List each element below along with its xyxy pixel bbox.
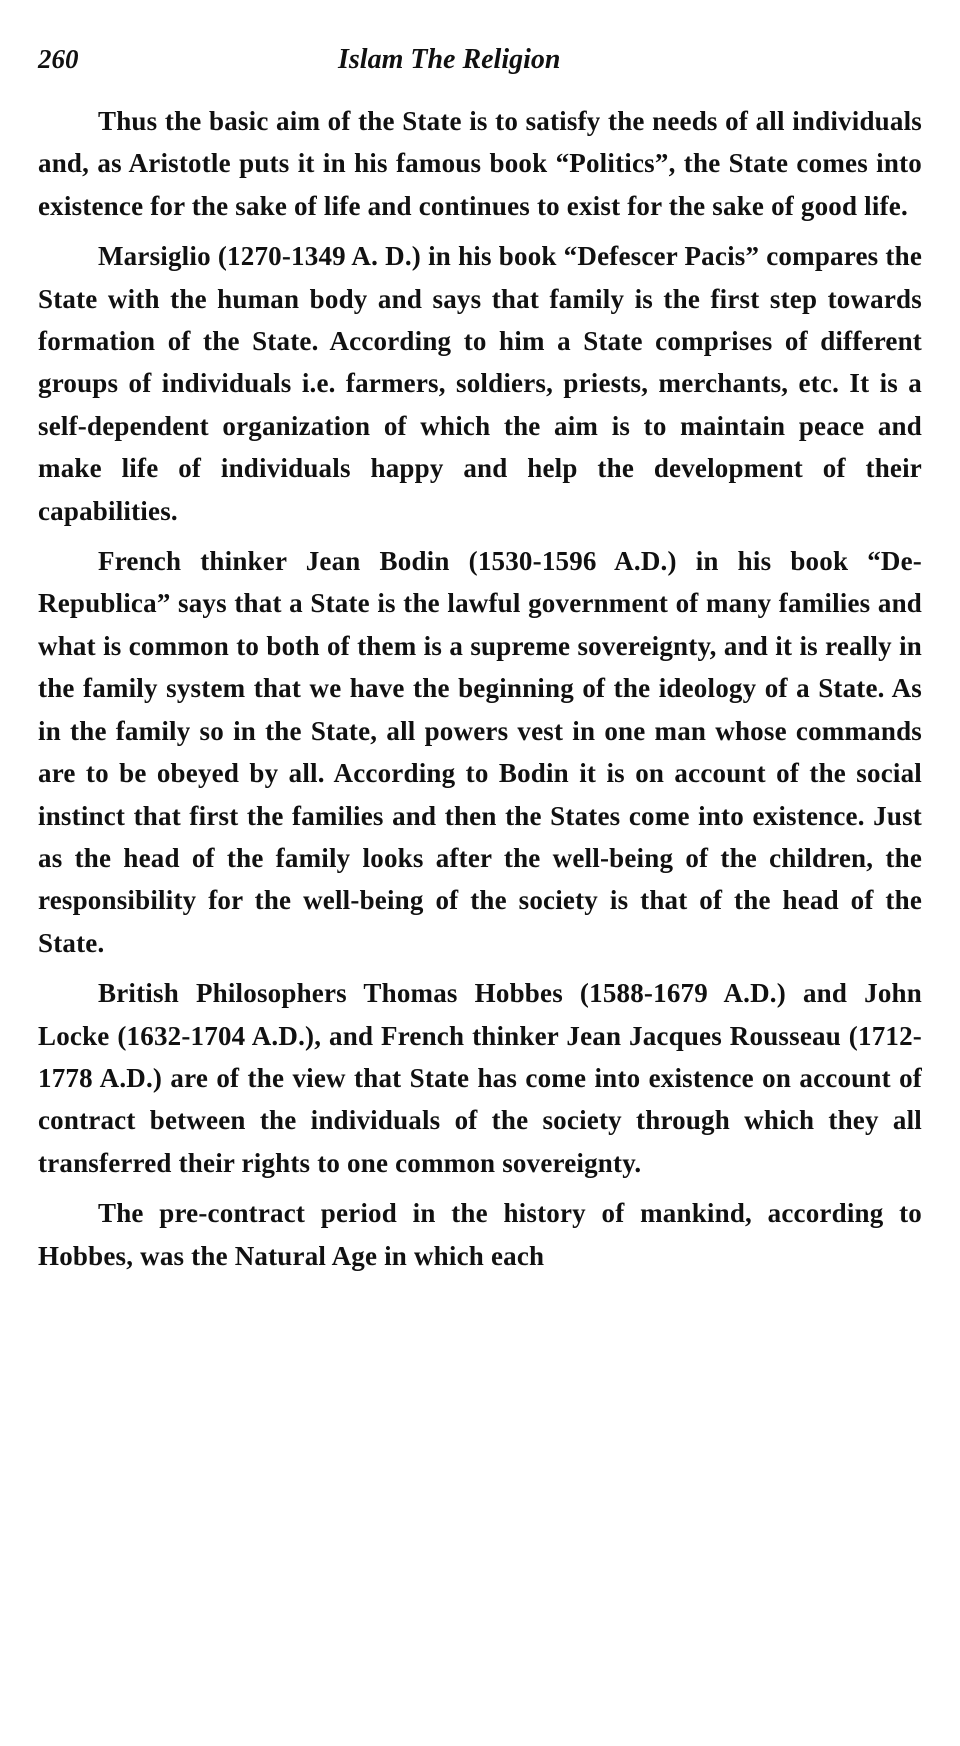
page-header (38, 44, 918, 80)
paragraph-bodin: French thinker Jean Bodin (1530-1596 A.D.) in his book “De-Republica” says that a State is the lawful government of many families and what is common to both of them is a supreme sovereignty, and it is really in the family system that we have the beginning of the ideology of a State. As in the family so in the State, all powers vest in one man whose commands are to be obeyed by all. According to Bodin it is on account of the social instinct that first the families and then the States come into existence. Just as the head of the family looks after the well-being of the children, the responsibility for the well-being of the society is that of the head of the State. (38, 546, 922, 958)
page-number: 260 (38, 44, 79, 74)
running-title: Islam The Religion (338, 44, 561, 75)
paragraph-contract-theorists: British Philosophers Thomas Hobbes (1588-1679 A.D.) and John Locke (1632-1704 A.D.), and French thinker Jean Jacques Rousseau (1712-1778 A.D.) are of the view that State has come into existence on account of contract between the individuals of the society through which they all transferred their rights to one common sovereignty. (38, 978, 922, 1178)
body-text (38, 100, 922, 1277)
paragraph-hobbes-natural-age: The pre-contract period in the history of mankind, according to Hobbes, was the Natural Age in which each (38, 1198, 922, 1271)
paragraph-marsiglio: Marsiglio (1270-1349 A. D.) in his book “Defescer Pacis” compares the State with the human body and says that family is the first step towards formation of the State. According to him a State comprises of different groups of individuals i.e. farmers, soldiers, priests, merchants, etc. It is a self-dependent organization of which the aim is to maintain peace and make life of individuals happy and help the development of their capabilities. (38, 241, 922, 526)
paragraph-aristotle: Thus the basic aim of the State is to satisfy the needs of all individuals and, as Aristotle puts it in his famous book “Politics”, the State comes into existence for the sake of life and continues to exist for the sake of good life. (38, 106, 922, 221)
